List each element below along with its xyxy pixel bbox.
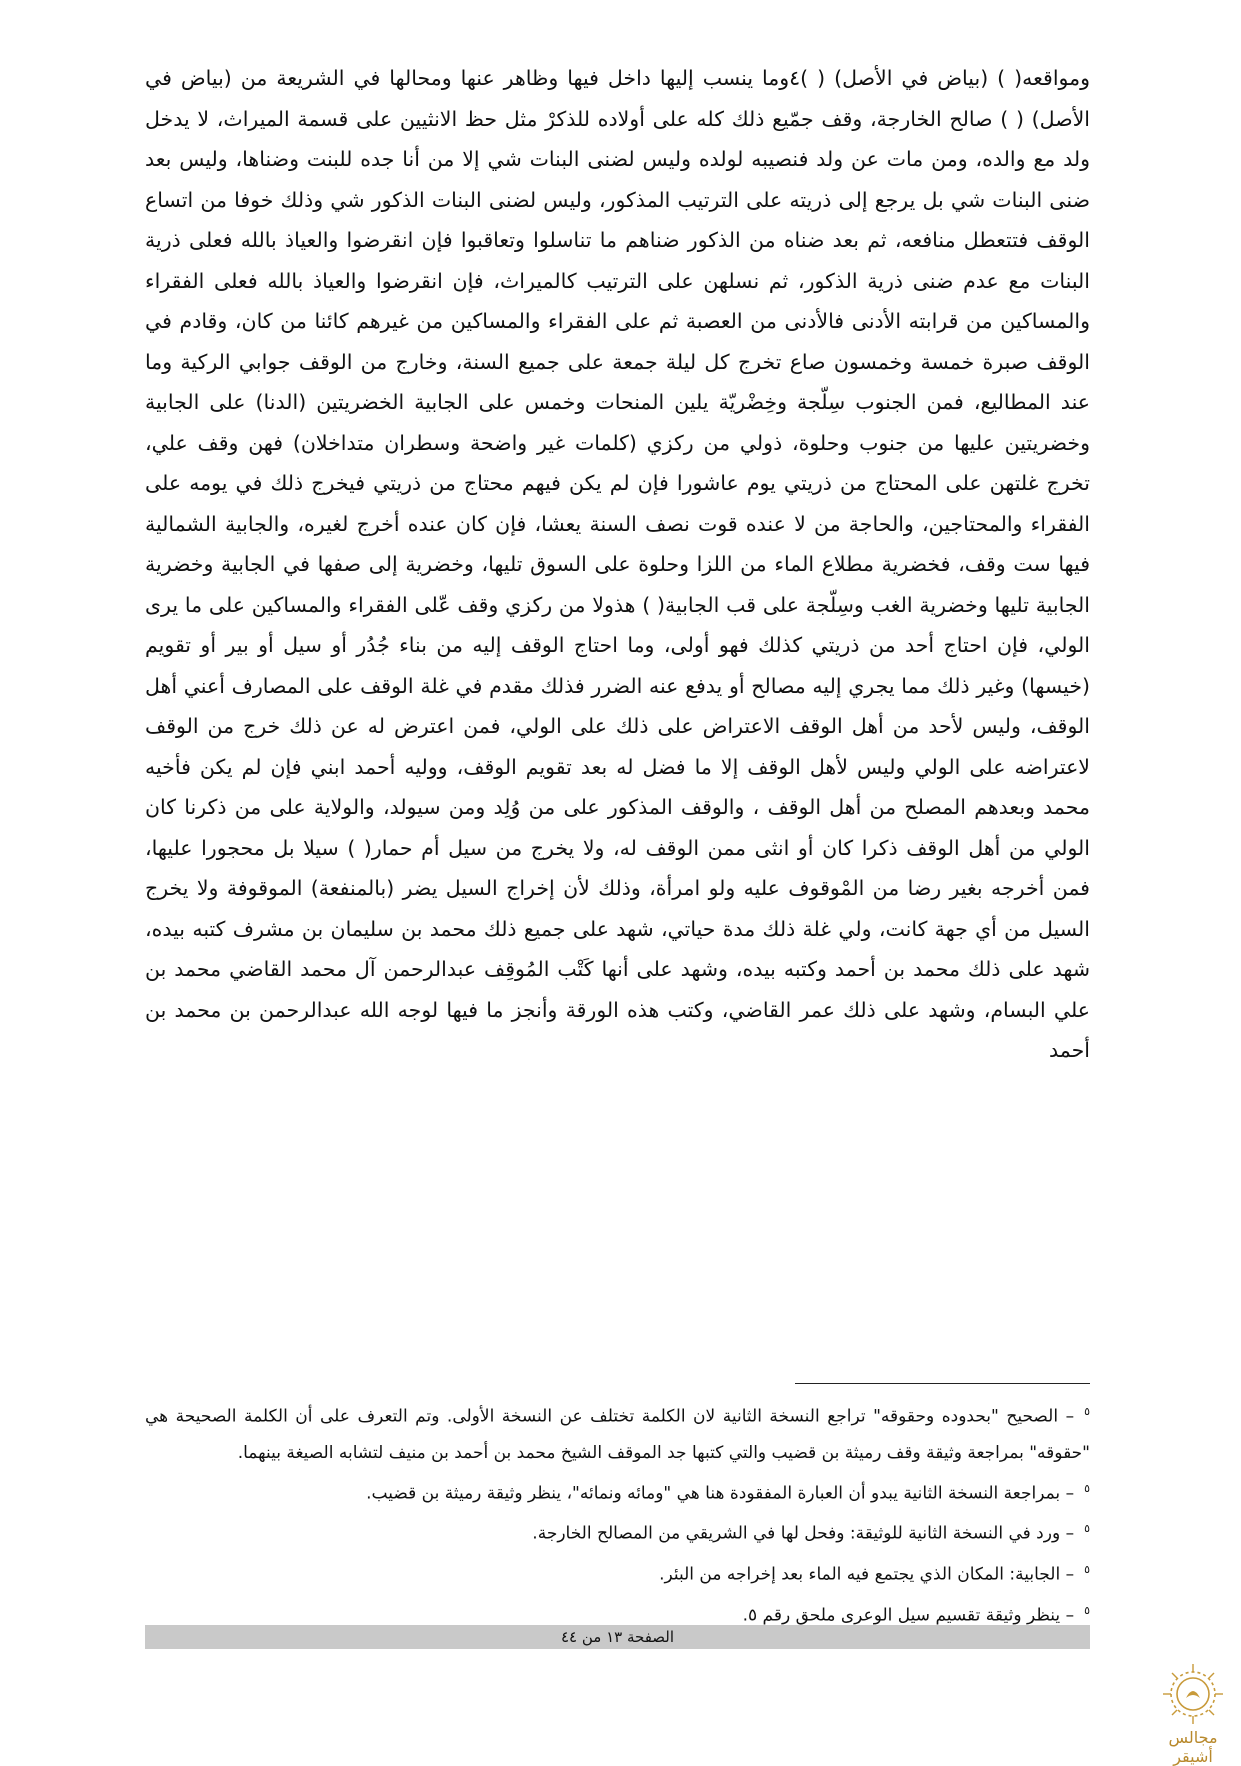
body-paragraph: ومواقعه( ) (بياض في الأصل) ( )٤وما ينسب إليها داخل فيها وظاهر عنها ومحالها في الشريعة من (بياض في الأصل) ( ) صالح الخارجة، وقف جمّيع ذلك كله على أولاده للذكرْ مثل حظ الانثيين على قسمة الميراث، لا يدخل ولد مع والده، ومن مات عن ولد فنصيبه لولده وليس لضنى البنات شي إلا من أنا جده للبنت وضناها، وليس بعد ضنى البنات شي بل يرجع إلى ذريته على الترتيب المذكور، وليس لضنى البنات الذكور شي وذلك خوفا من اتساع الوقف فتتعطل منافعه، ثم بعد ضناه من الذكور ضناهم ما تناسلوا وتعاقبوا فإن انقرضوا والعياذ بالله فعلى ذرية البنات مع عدم ضنى ذرية الذكور، ثم نسلهن على الترتيب كالميراث، فإن انقرضوا والعياذ بالله فعلى الفقراء والمساكين من قرابته الأدنى فالأدنى من العصبة ثم على الفقراء والمساكين من غيرهم كائنا من كان، وقادم في الوقف صبرة خمسة وخمسون صاع تخرج كل ليلة جمعة على جميع السنة، وخارج من الوقف جوابي الركية وما عند المطاليع، فمن الجنوب سِلّجة وخِضْريّة يلين المنحات وخمس على الجابية الخضريتين (الدنا) على الجابية وخضريتين عليها من جنوب وحلوة، ذولي من ركزي (كلمات غير واضحة وسطران متداخلان) فهن وقف علي، تخرج غلتهن على المحتاج من ذريتي يوم عاشورا فإن لم يكن فيهم محتاج من ذريتي فيخرج ذلك في يومه على الفقراء والمحتاجين، والحاجة من لا عنده قوت نصف السنة يعشا، فإن كان عنده أخرج لغيره، والجابية الشمالية فيها ست وقف، فخضرية مطلاع الماء من اللزا وحلوة على السوق تليها، وخضرية إلى صفها في الجابية وخضرية الجابية تليها وخضرية الغب وسِلّجة على قب الجابية( ) هذولا من ركزي وقف عّلى الفقراء والمساكين على ما يرى الولي، فإن احتاج أحد من ذريتي كذلك فهو أولى، وما احتاج الوقف إليه من بناء جُدُر أو سيل أو بير أو تقويم (خيسها) وغير ذلك مما يجري إليه مصالح أو يدفع عنه الضرر فذلك مقدم في غلة الوقف على المصارف أعني أهل الوقف، وليس لأحد من أهل الوقف الاعتراض على ذلك على الولي، فمن اعترض له عن ذلك خرج من الوقف لاعتراضه على الولي وليس لأهل الوقف إلا ما فضل له بعد تقويم الوقف، ووليه أحمد ابني فإن لم يكن فأخيه محمد وبعدهم المصلح من أهل الوقف ، والوقف المذكور على من وُلِد ومن سيولد، والولاية على من ذكرنا كان الولي من أهل الوقف ذكرا كان أو انثى ممن الوقف له، ولا يخرج من سيل أم حمار( ) سيلا بل محجورا عليها، فمن أخرجه بغير رضا من المْوقوف عليه ولو امرأة، وذلك لأن إخراج السيل يضر (بالمنفعة) الموقوفة ولا يخرج السيل من أي جهة كانت، ولي غلة ذلك مدة حياتي، شهد على جميع ذلك محمد بن سليمان بن مشرف كتبه بيده، شهد على ذلك محمد بن أحمد وكتبه بيده، وشهد على أنها كَتْب المُوقِف عبدالرحمن آل محمد القاضي محمد بن علي البسام، وشهد على ذلك عمر القاضي، وكتب هذه الورقة وأنجز ما فيها لوجه الله عبدالرحمن بن محمد بن أحمد (145, 66, 1091, 1062)
page-number-label: الصفحة ١٣ من ٤٤ (560, 1628, 675, 1646)
footnote-item (145, 1394, 1090, 1471)
footnote-text: – ورد في النسخة الثانية للوثيقة: وفحل لها في الشريقي من المصالح الخارجة. (532, 1523, 1075, 1544)
footnote-text: – ينظر وثيقة تقسيم سيل الوعرى ملحق رقم ٥. (742, 1605, 1075, 1626)
watermark-logo (1150, 1658, 1236, 1766)
footnote-text: – الصحيح "بحدوده وحقوقه" تراجع النسخة الثانية لان الكلمة تختلف عن النسخة الأولى. وتم التعرف على أن الكلمة الصحيحة هي "حقوقه" بمراجعة وثيقة وقف رميثة بن قضيب والتي كتبها جد الموقف الشيخ محمد بن أحمد بن منيف لتشابه الصيغة بينهما. (145, 1406, 1090, 1463)
emblem-icon (1150, 1658, 1236, 1730)
page-footer (145, 1625, 1090, 1649)
watermark-text: مجالس أشيقر (1168, 1728, 1218, 1766)
footnote-marker: ٥ (1084, 1481, 1090, 1495)
footnote-text: – الجابية: المكان الذي يجتمع فيه الماء بعد إخراجه من البئر. (659, 1564, 1075, 1585)
footnote-text: – بمراجعة النسخة الثانية يبدو أن العبارة المفقودة هنا هي "ومائه ونمائه"، ينظر وثيقة رميثة بن قضيب. (366, 1483, 1075, 1504)
footnote-marker: ٥ (1084, 1522, 1090, 1536)
footnote-separator (795, 1383, 1090, 1384)
footnote-marker: ٥ (1084, 1562, 1090, 1576)
footnote-marker: ٥ (1084, 1405, 1090, 1418)
footnote-item (145, 1471, 1090, 1512)
body-text (145, 58, 1090, 1071)
footnotes (145, 1394, 1090, 1633)
footnote-item (145, 1552, 1090, 1593)
footnote-marker: ٥ (1084, 1603, 1090, 1617)
footnote-item (145, 1511, 1090, 1552)
